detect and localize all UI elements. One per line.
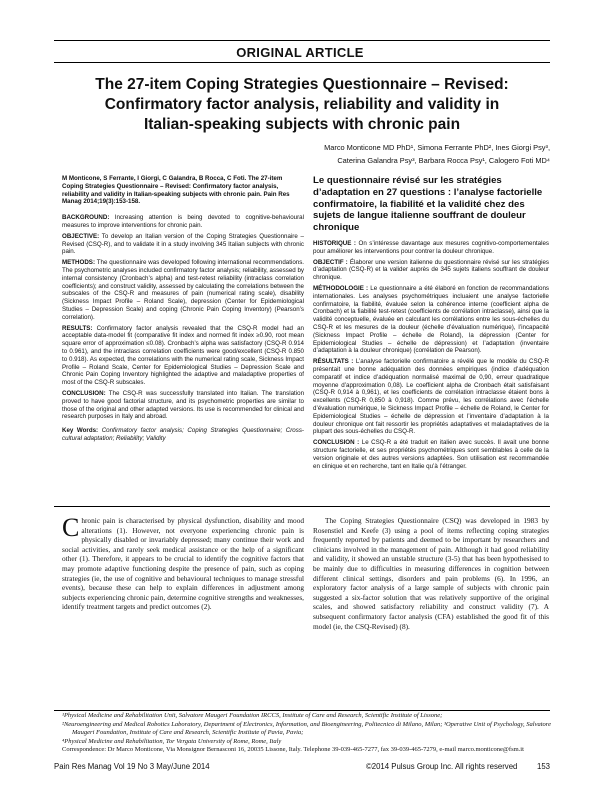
section-label: RÉSULTATS : (313, 358, 354, 366)
abstract-historique (313, 240, 549, 256)
section-text: Le CSQ-R a été traduit en italien avec succès. Il avait une bonne structure factorielle, et ses propriétés psychométriques sont semblables à celle de la version originale et des autres versions adaptées. Son utilisation est recommandée en clinique et en recherche, tant en Italie qu’à l’étranger. (313, 439, 550, 470)
title-line: The 27-item Coping Strategies Questionnaire – Revised: (95, 76, 509, 93)
drop-cap: C (62, 513, 80, 542)
section-text: L’analyse factorielle confirmatoire a révélé que le modèle du CSQ-R présentait une bonne adéquation des données empiriques (indice d’adéquation comparatif et indice d’adéquation normalisé maximal de 0,90, erreur quadratique moyenne d’approximation 0,08). Le coefficient alpha de Cronbach était satisfaisant (CSQ-R 0,914 à 0,961), et les coefficients de corrélation intraclasse étaient bons à excellents (CSQ-R 0,850 à 0,918). Comme prévu, les corrélations avec l’échelle d’évaluation numérique, le Sickness Impact Profile – échelle de Roland, le Center for Epidemiological Studies – échelle de dépression et l’inventaire d’adaptation à la douleur chronique ont fait ressortir les propriétés adaptatives et maladaptatives de la plupart des sous-échelles du CSQ-R. (313, 358, 549, 436)
abstract-english (62, 175, 304, 446)
section-text: Confirmatory factor analysis revealed that the CSQ-R model had an acceptable data-model fit (comparative fit index and normed fit index ≥0.90, root mean square error of approximation ≤0.08). Cronbach’s alpha was satisfactory (CSQ-R 0.914 to 0.961), and the intraclass correlation coefficients were good/excellent (CSQ-R 0.850 to 0.918). As expected, the correlations with the numerical rating scale, Sickness Impact Profile – Roland Scale, Center for Epidemiological Studies – Depression Scale and Chronic Pain Coping Inventory highlighted the adaptive and maladaptive properties of most of the CSQ-R subscales. (62, 324, 304, 387)
section-label: RESULTS: (62, 324, 93, 332)
section-label: HISTORIQUE : (313, 239, 356, 247)
section-label: BACKGROUND: (62, 214, 110, 222)
citation: M Monticone, S Ferrante, I Giorgi, C Galandra, B Rocca, C Foti. The 27-item Coping Strategies Questionnaire – Revised: Confirmatory factor analysis, reliability and validity in Italian-speaking subjects with chronic pain. Pain Res Manag 2014;19(3):153-158. (62, 175, 290, 206)
abstract-methodologie (313, 285, 549, 355)
correspondence-note: Correspondence: Dr Marco Monticone, Via Monsignor Bernasconi 16, 20035 Lissone, Italy. Telephone 39-039-465-7277, fax 39-039-465-7279, e-mail marco.monticone@fsm.it (62, 746, 524, 754)
affiliation-footnote: ¹Physical Medicine and Rehabilitation Unit, Salvatore Maugeri Foundation IRCCS, Institute of Care and Research, Scientific Institute of Lissone; (62, 712, 443, 719)
body-column-right (313, 516, 549, 631)
body-paragraph: The Coping Strategies Questionnaire (CSQ) was developed in 1983 by Rosenstiel and Keefe (3) using a pool of items reflecting coping strategies frequently reported by patients and deemed to be important by researchers and clinicians involved in the management of pain. Although it had good reliability and validity, it showed an unstable structure (3-5) that has been hypothesised to be mainly due to difficulties in measuring differences in cognition between different clinical settings, disorders and pain problems (6). In 1996, an exploratory factor analysis of a large sample of subjects with chronic pain suggested a six-factor solution that was relatively supportive of the original scales, and showed satisfactory reliability and construct validity (7). A subsequent confirmatory factor analysis (CFA) established the good fit of this model (ie, the CSQ-Revised) (8). (313, 516, 549, 631)
section-label: CONCLUSION : (313, 439, 360, 447)
abstract-methods (62, 259, 304, 321)
page-number: 153 (536, 762, 550, 771)
abstract-background (62, 214, 304, 230)
abstract-resultats (313, 358, 549, 436)
author-line: Caterina Galandra Psy³, Barbara Rocca Psy¹, Calogero Foti MD⁴ (337, 155, 550, 165)
author-line: Marco Monticone MD PhD¹, Simona Ferrante PhD², Ines Giorgi Psy³, (324, 143, 550, 152)
keywords-label: Key Words: (62, 427, 99, 435)
abstract-conclusion-fr (313, 439, 549, 470)
keywords-text: Confirmatory factor analysis; Coping Strategies Questionnaire; Cross-cultural adaptation; Reliability; Validity (62, 427, 304, 442)
section-label: OBJECTIF : (313, 258, 348, 266)
section-label: CONCLUSION: (62, 389, 106, 397)
body-paragraph: hronic pain is characterised by physical dysfunction, disability and mood alterations (1). However, not everyone experiencing chronic pain is physically disabled or invariably depressed; many continue their work and social activities, and rarely seek medical assistance or the help of a significant other (1). Therefore, it appears to be crucial to identify the cognitive factors that may promote adaptive functioning despite the presence of pain, such as coping strategies (ie, the use of cognitive and behavioural techniques to manage stressful events), because these can help to explain differences in adjustment among subjects experiencing chronic pain, determine cognitive strengths and weaknesses, identify treatment targets and predict outcomes (2). (62, 516, 304, 612)
article-type-label: ORIGINAL ARTICLE (236, 45, 364, 60)
article-title (54, 75, 550, 135)
abstract-results (62, 325, 304, 387)
section-text: The questionnaire was developed following international recommendations. The psychometric analyses included confirmatory factor analysis; reliability, assessed by internal consistency (Cronbach’s alpha) and test-retest reliability (intraclass correlation coefficients); and construct validity, assessed by calculating the correlations between the subscales of the CSQ-R and measures of pain (numerical rating scale), disability (Sickness Impact Profile – Roland Scale), depression (Center for Epidemiological Studies – Depression Scale) and coping (Chronic Pain Coping Inventory) (Pearson’s correlation). (62, 259, 305, 321)
abstract-conclusion (62, 390, 304, 421)
abstract-objectif (313, 259, 549, 282)
section-text: The CSQ-R was successfully translated into Italian. The translation proved to have good factorial structure, and its psychometric properties are similar to those of the original and other adapted versions. Its use is recommended for clinical and research purposes in Italy and abroad. (62, 389, 305, 421)
section-label: METHODS: (62, 259, 95, 267)
section-text: On s’intéresse davantage aux mesures cognitivo-comportementales pour améliorer les interventions pour contrer la douleur chronique. (313, 239, 549, 255)
section-text: Le questionnaire a été élaboré en fonction de recommandations internationales. Les analyses psychométriques incluaient une analyse factorielle confirmatoire, la fiabilité, évaluée selon la cohérence interne (coefficient alpha de Cronbach) et la fiabilité test-retest (coefficients de corrélation intraclasse), ainsi que la validité conceptuelle, évaluée en calculant les corrélations entre les sous-échelles du CSQ-R et les mesures de la douleur (échelle d’évaluation numérique), l’incapacité (Sickness Impact Profile – échelle de Roland), la dépression (Center for Epidemiological Studies – échelle de dépression) et l’adaptation (inventaire d’adaptation à la douleur chronique) (corrélation de Pearson). (313, 284, 549, 355)
affiliation-footnote: ²Neuroengineering and Medical Robotics Laboratory, Department of Electronics, Information, and Bioengineering, Politecnico di Milano, Milan; ³Operative Unit of Psychology, Salvatore Maugeri Foundation, Institute of Care and Research, Scientific Institute of Pavia, Pavia; (62, 720, 551, 737)
abstract-divider (54, 506, 550, 507)
section-label: MÉTHODOLOGIE : (313, 284, 369, 292)
affiliation-footnotes (62, 712, 552, 755)
title-line: Confirmatory factor analysis, reliability and validity in (104, 96, 500, 113)
affiliation-footnote: ⁴Physical Medicine and Rehabilitation, Tor Vergata University of Rome, Rome, Italy (62, 737, 282, 745)
section-text: Élaborer une version italienne du questionnaire révisé sur les stratégies d’adaptation (CSQ-R) et la valider auprès de 345 sujets italiens souffrant de douleur chronique. (313, 258, 549, 282)
footnote-rule (54, 710, 550, 711)
abstract-objective (62, 233, 304, 256)
header-rule-bottom (54, 62, 550, 63)
author-list (150, 142, 550, 167)
keywords (62, 427, 304, 443)
title-line: Italian-speaking subjects with chronic pain (143, 116, 461, 133)
abstract-french (313, 175, 549, 473)
page-footer (54, 762, 550, 776)
section-label: OBJECTIVE: (62, 232, 100, 240)
header-rule-top (54, 40, 550, 41)
section-text: Increasing attention is being devoted to cognitive-behavioural measures to improve interventions for chronic pain. (62, 214, 304, 229)
copyright-notice: ©2014 Pulsus Group Inc. All rights reserved (366, 762, 518, 771)
body-column-left (62, 513, 304, 612)
section-text: To develop an Italian version of the Coping Strategies Questionnaire – Revised (CSQ-R), and to validate it in a study involving 345 Italian subjects with chronic pain. (62, 232, 304, 256)
journal-reference: Pain Res Manag Vol 19 No 3 May/June 2014 (54, 762, 210, 771)
french-title: Le questionnaire révisé sur les stratégies d’adaptation en 27 questions : l’analyse factorielle confirmatoire, la fiabilité et la validité chez des sujets de langue italienne souffrant de douleur chronique (313, 175, 543, 234)
